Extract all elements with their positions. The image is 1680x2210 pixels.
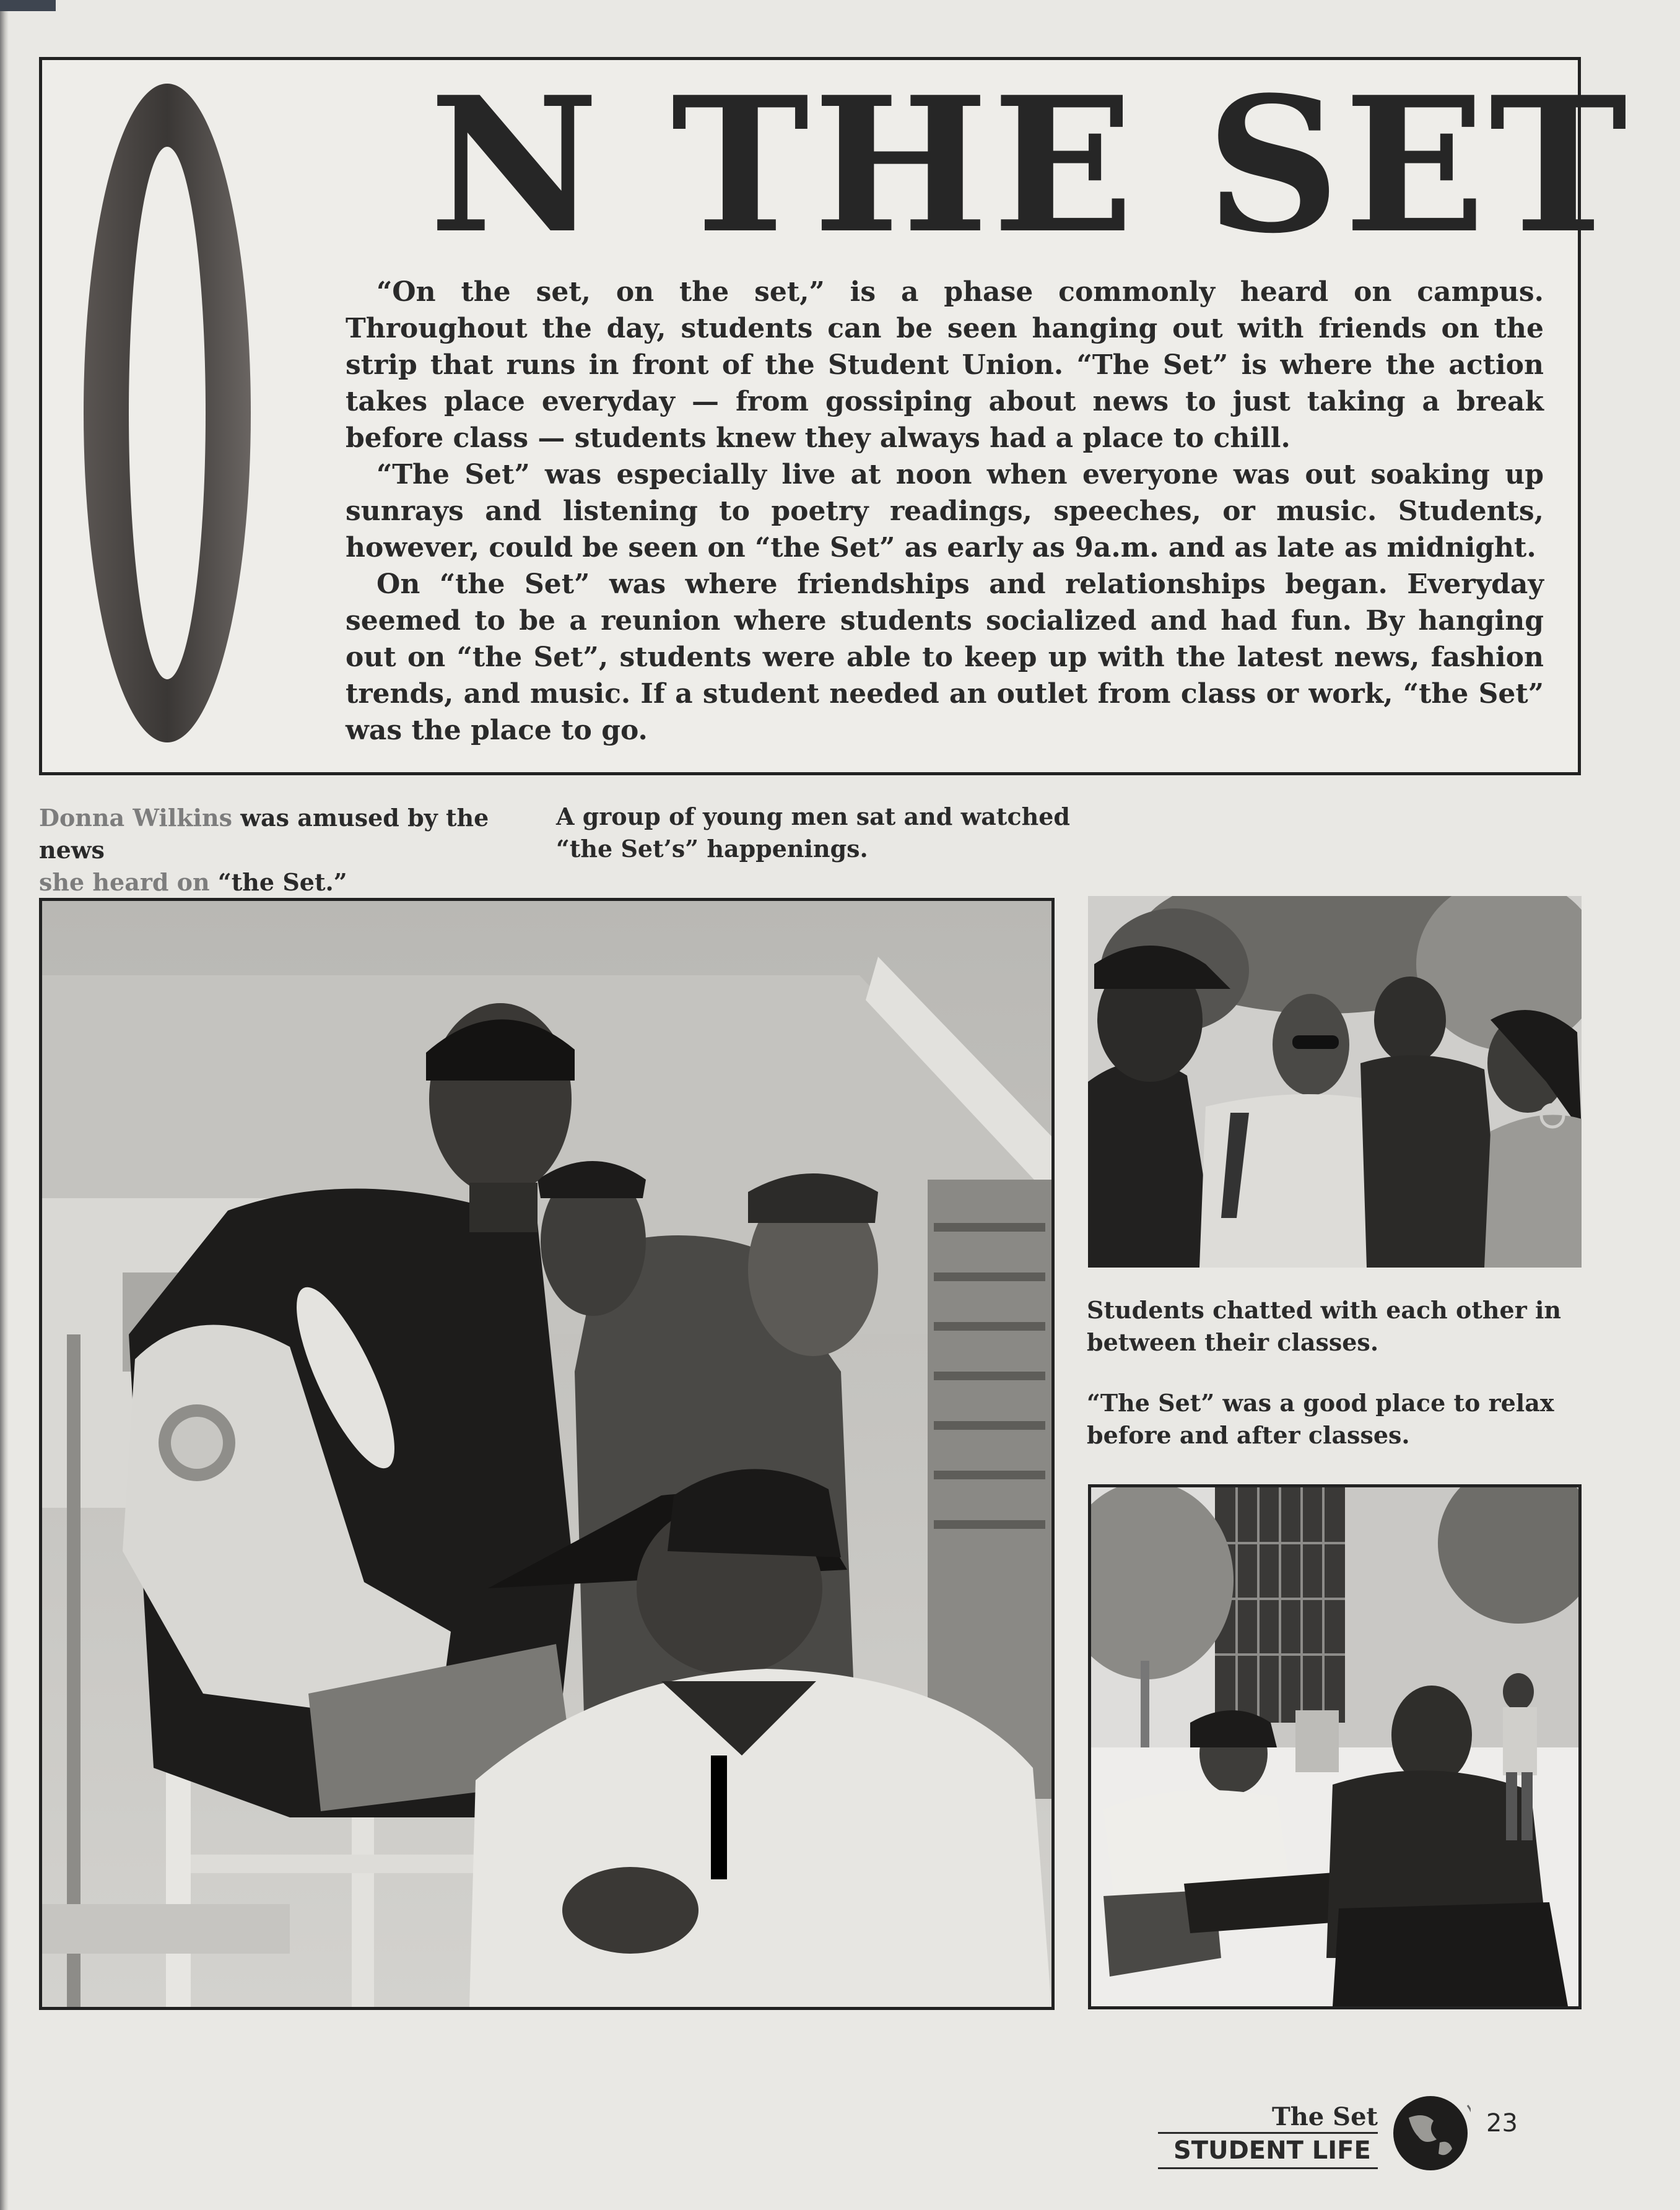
article-box [39, 56, 1632, 775]
globe-icon [1390, 2093, 1471, 2173]
photo-students-chatting [1088, 896, 1582, 1268]
page-footer [1158, 2093, 1480, 2173]
photo-students-relaxing [1088, 1484, 1582, 2009]
footer-rule [1158, 2132, 1378, 2134]
dropcap-o [81, 79, 254, 747]
page-corner [0, 0, 56, 11]
footer-section-label: STUDENT LIFE [1173, 2136, 1371, 2165]
article-paragraph-1: “On the set, on the set,” is a phase commonly heard on campus. Throughout the day, students can be seen hanging out with friends on the strip that runs in front of the Student Union. “The Set” is where the action takes place everyday — from gossiping about news to just taking a break before class — students knew they always had a place to chill. [346, 276, 1544, 454]
footer-rule [1158, 2167, 1378, 2169]
caption-donna [39, 802, 534, 898]
caption-donna-text: was amused by the news [39, 804, 489, 864]
dropcap-letter [81, 79, 254, 747]
page-edge [0, 0, 9, 2210]
headline-title: N THE SET [429, 56, 1632, 274]
caption-group: A group of young men sat and watched “the Set’s” happenings. [556, 803, 1070, 863]
article-paragraph-2: “The Set” was especially live at noon when everyone was out soaking up sunrays and listening to poetry readings, speeches, or music. Students, however, could be seen on “the Set” as early as 9a.m. and as late as midnight. [346, 459, 1544, 563]
article-paragraph-3: On “the Set” was where friendships and relationships began. Everyday seemed to be a reunion where students socialized and had fun. By hanging out on “the Set”, students were able to keep up with the latest news, fashion trends, and music. If a student needed an outlet from class or work, “the Set” was the place to go. [346, 568, 1544, 746]
photo-group-of-men [39, 898, 1055, 2010]
caption-donna-text-2: “the Set.” [209, 868, 347, 896]
article-body [346, 274, 1544, 749]
caption-donna-name: Donna Wilkins [39, 804, 233, 832]
caption-donna-faded: she heard on [39, 868, 210, 896]
caption-students-chatted: Students chatted with each other in between their classes. [1087, 1296, 1562, 1356]
caption-good-place-to-relax: “The Set” was a good place to relax before and after classes. [1087, 1389, 1554, 1449]
page-number: 23 [1486, 2109, 1518, 2138]
footer-section-title: The Set [1271, 2102, 1378, 2131]
